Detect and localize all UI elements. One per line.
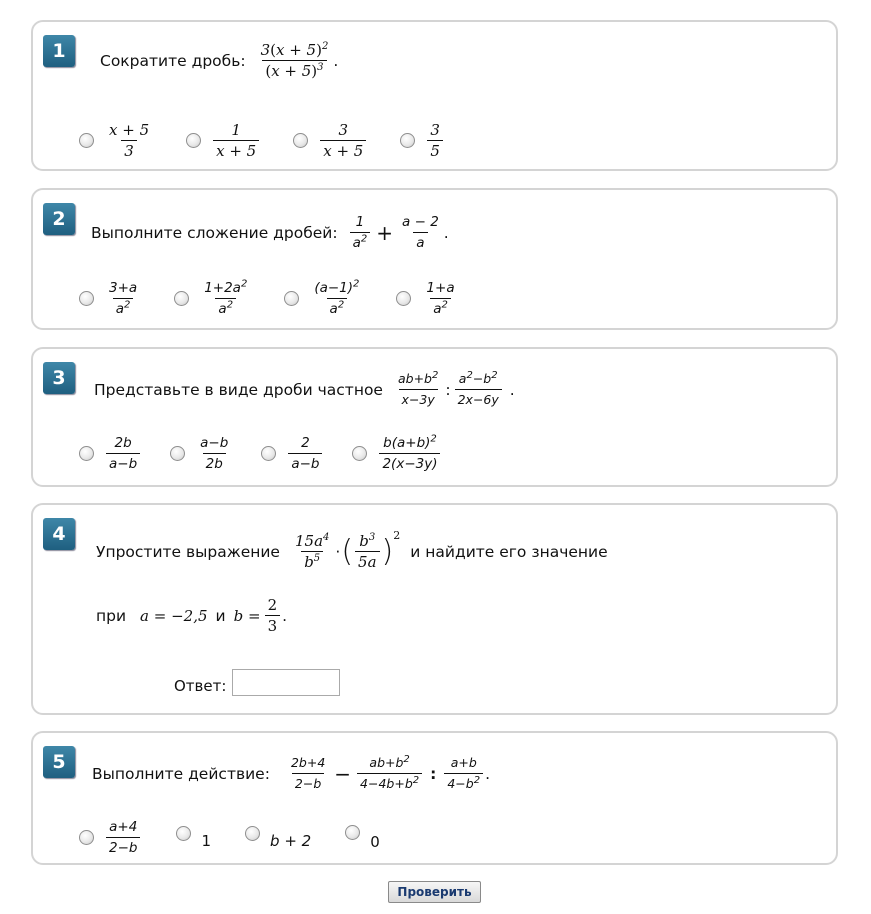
question-number-2: 2 (43, 203, 75, 235)
radio-button[interactable] (79, 446, 94, 461)
question-card-3 (31, 347, 838, 487)
option-3-3[interactable]: $\frac{2}{a-b}$ (261, 433, 324, 474)
option-3-1[interactable]: $\frac{2b}{a-b}$ (79, 433, 142, 474)
option-5-3[interactable]: b + 2 (245, 826, 311, 850)
answer-options-2 (79, 278, 492, 319)
question-expression-2: $\frac{1}{a^2}$ (350, 212, 371, 253)
option-1-4[interactable]: $\frac{3}{5}$ (400, 120, 445, 161)
question-number-1: 1 (43, 35, 75, 67)
question-card-2 (31, 188, 838, 330)
option-2-2[interactable]: $\frac{1+2a^2}{a^2}$ (174, 278, 252, 319)
radio-button[interactable] (174, 291, 189, 306)
answer-input[interactable] (232, 669, 340, 696)
radio-button[interactable] (79, 133, 94, 148)
option-3-4[interactable]: $\frac{b(a+b)^2}{2(x-3y)}$ (352, 433, 442, 474)
question-number-5: 5 (43, 746, 75, 778)
option-5-2[interactable]: 1 (176, 826, 211, 850)
option-1-3[interactable]: $\frac{3}{x + 5}$ (293, 120, 368, 161)
radio-button[interactable] (293, 133, 308, 148)
question-card-1 (31, 20, 838, 171)
question-text-4: Упростите выражение $\frac{15a^4}{b^5}$ · ( $\frac{b^3}{5a}$ ) 2 и найдите его значение (96, 529, 608, 571)
answer-options-5 (79, 817, 412, 858)
radio-button[interactable] (352, 446, 367, 461)
question-card-4 (31, 503, 838, 715)
question-condition-4: при a = −2,5 и b = $\frac{2}{3}$ . (96, 596, 288, 635)
option-2-4[interactable]: $\frac{1+a}{a^2}$ (396, 278, 459, 319)
question-expression-3: $\frac{ab+b^2}{x-3y}$ (395, 369, 441, 410)
radio-button[interactable] (176, 826, 191, 841)
question-expression-1: $\frac{3(x + 5)^2}{(x + 5)^3}$ (260, 41, 329, 80)
radio-button[interactable] (345, 825, 360, 840)
question-text-3: Представьте в виде дроби частное $\frac{ab+b^2}{x-3y}$ : $\frac{a^2-b^2}{2x-6y}$ . (94, 369, 515, 410)
radio-button[interactable] (79, 830, 94, 845)
question-text-5: Выполните действие: $\frac{2b+4}{2-b}$ − $\frac{ab+b^2}{4-4b+b^2}$ : $\frac{a+b}{4-b^2}$ . (92, 753, 490, 794)
answer-label: Ответ: (174, 677, 227, 695)
option-5-4[interactable]: 0 (345, 825, 380, 851)
radio-button[interactable] (284, 291, 299, 306)
radio-button[interactable] (245, 826, 260, 841)
answer-options-3 (79, 433, 474, 474)
question-text-1: Сократите дробь: $\frac{3(x + 5)^2}{(x + 5)^3}$ . (100, 41, 339, 80)
check-button[interactable]: Проверить (388, 881, 481, 903)
question-card-5 (31, 731, 838, 865)
option-1-2[interactable]: $\frac{1}{x + 5}$ (186, 120, 261, 161)
question-expression-5: $\frac{2b+4}{2-b}$ (288, 753, 328, 794)
radio-button[interactable] (186, 133, 201, 148)
question-text-2: Выполните сложение дробей: $\frac{1}{a^2}$ + $\frac{a - 2}{a}$ . (91, 214, 449, 251)
option-3-2[interactable]: $\frac{a-b}{2b}$ (170, 433, 233, 474)
option-2-1[interactable]: $\frac{3+a}{a^2}$ (79, 278, 142, 319)
radio-button[interactable] (79, 291, 94, 306)
option-2-3[interactable]: $\frac{(a-1)^2}{a^2}$ (284, 278, 364, 319)
answer-options-1 (79, 120, 477, 161)
radio-button[interactable] (400, 133, 415, 148)
radio-button[interactable] (170, 446, 185, 461)
radio-button[interactable] (261, 446, 276, 461)
question-number-4: 4 (43, 518, 75, 550)
question-expression-4: $\frac{15a^4}{b^5}$ (294, 532, 330, 571)
option-5-1[interactable]: $\frac{a+4}{2-b}$ (79, 817, 142, 858)
radio-button[interactable] (396, 291, 411, 306)
question-number-3: 3 (43, 362, 75, 394)
option-1-1[interactable]: $\frac{x + 5}{3}$ (79, 120, 154, 161)
